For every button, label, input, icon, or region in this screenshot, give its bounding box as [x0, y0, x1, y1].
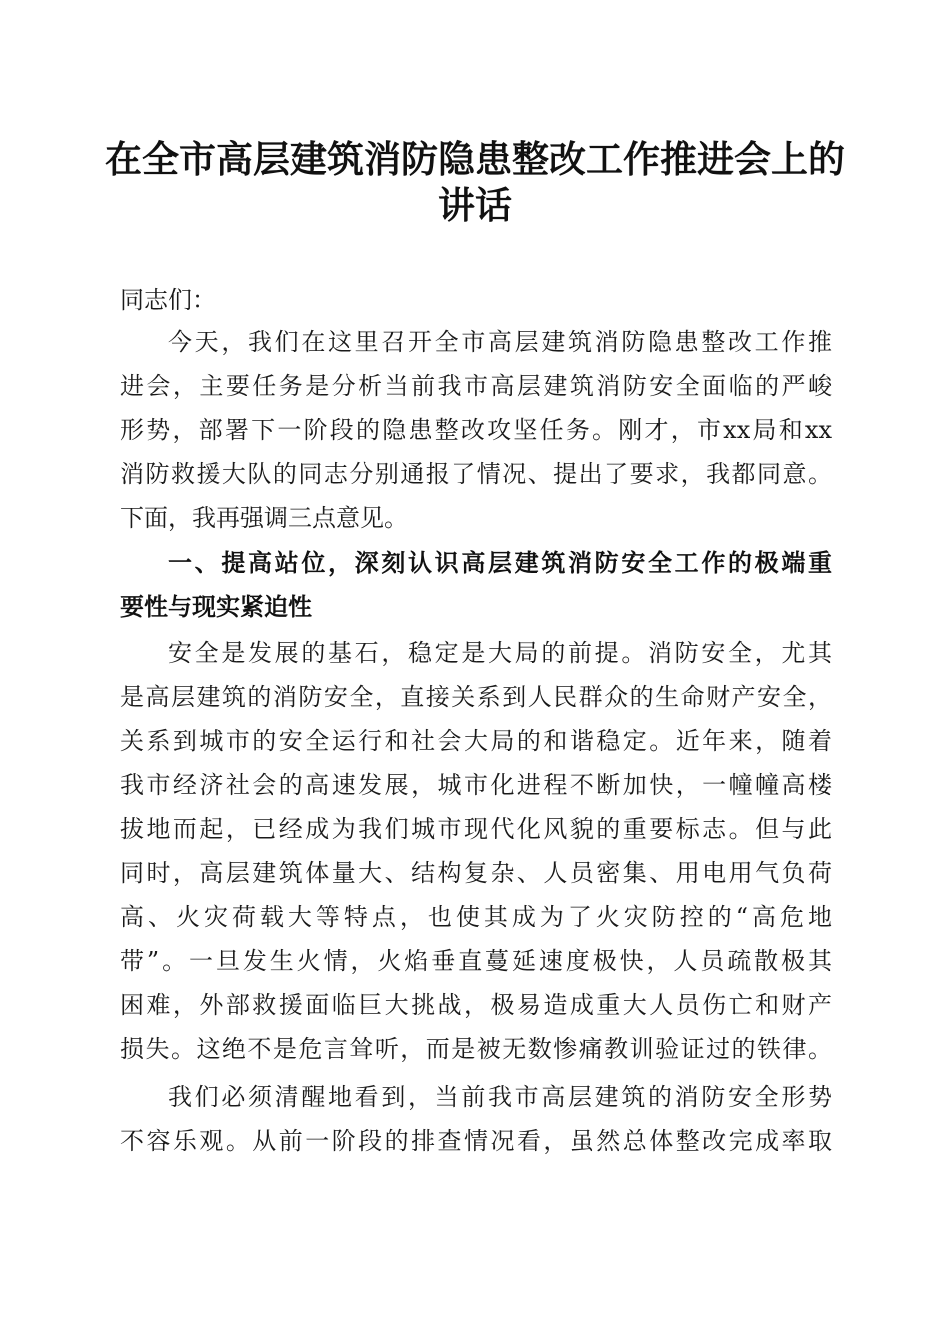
heading-line: 一、提高站位，深刻认识高层建筑消防安全工作的极端重 [168, 549, 832, 577]
paragraph-line: 安全是发展的基石，稳定是大局的前提。消防安全，尤其 [168, 639, 832, 667]
document-title-line-1: 在全市高层建筑消防隐患整改工作推进会上的 [105, 137, 845, 181]
paragraph-line: 今天，我们在这里召开全市高层建筑消防隐患整改工作推 [168, 328, 832, 356]
paragraph-line: 进会，主要任务是分析当前我市高层建筑消防安全面临的严峻 [120, 372, 832, 400]
paragraph-line: 关系到城市的安全运行和社会大局的和谐稳定。近年来，随着 [120, 727, 832, 755]
paragraph-line: 消防救援大队的同志分别通报了情况、提出了要求，我都同意。 [120, 460, 832, 488]
heading-line: 要性与现实紧迫性 [120, 593, 312, 621]
paragraph-line: 不容乐观。从前一阶段的排查情况看，虽然总体整改完成率取 [120, 1127, 832, 1155]
paragraph-line: 是高层建筑的消防安全，直接关系到人民群众的生命财产安全， [120, 683, 832, 711]
paragraph-line: 我市经济社会的高速发展，城市化进程不断加快，一幢幢高楼 [120, 771, 832, 799]
document-title-line-2: 讲话 [438, 183, 512, 227]
paragraph-line: 损失。这绝不是危言耸听，而是被无数惨痛教训验证过的铁律。 [120, 1035, 832, 1063]
paragraph-line: 带”。一旦发生火情，火焰垂直蔓延速度极快，人员疏散极其 [120, 947, 832, 975]
paragraph-line: 同时，高层建筑体量大、结构复杂、人员密集、用电用气负荷 [120, 859, 832, 887]
paragraph-line: 高、火灾荷载大等特点，也使其成为了火灾防控的“高危地 [120, 903, 832, 931]
paragraph-line: 下面，我再强调三点意见。 [120, 504, 408, 532]
paragraph-line: 形势，部署下一阶段的隐患整改攻坚任务。刚才，市xx局和xx [120, 416, 832, 444]
paragraph-line: 我们必须清醒地看到，当前我市高层建筑的消防安全形势 [168, 1083, 832, 1111]
salutation-text: 同志们： [120, 286, 216, 314]
paragraph-line: 拔地而起，已经成为我们城市现代化风貌的重要标志。但与此 [120, 815, 832, 843]
paragraph-line: 困难，外部救援面临巨大挑战，极易造成重大人员伤亡和财产 [120, 991, 832, 1019]
